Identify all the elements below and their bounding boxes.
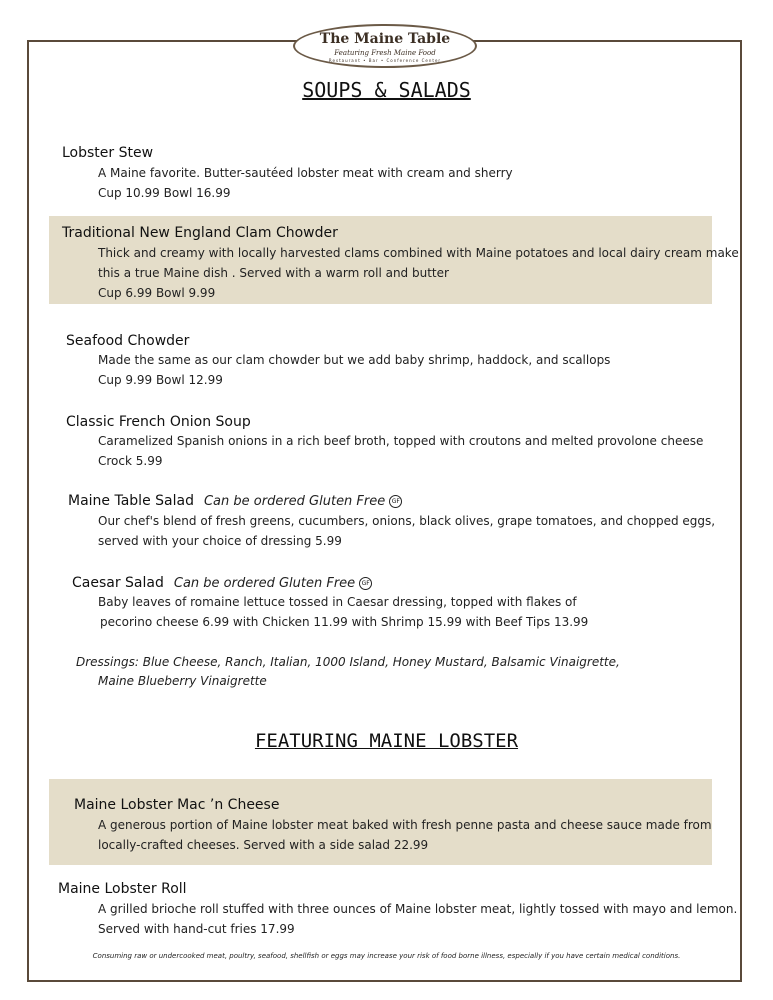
item-name-table-salad [68, 493, 402, 509]
gluten-free-icon: GF [359, 577, 372, 590]
gluten-free-icon: GF [389, 495, 402, 508]
item-desc-clam-chowder-1: Thick and creamy with locally harvested clams combined with Maine potatoes and local dairy cream make [98, 246, 739, 260]
item-desc-clam-chowder-2: this a true Maine dish . Served with a warm roll and butter [98, 266, 449, 280]
dressings-line-2: Maine Blueberry Vinaigrette [98, 674, 267, 688]
item-desc-lobster-stew: A Maine favorite. Butter-sautéed lobster meat with cream and sherry [98, 166, 513, 180]
logo-tags: Restaurant • Bar • Conference Center [328, 58, 442, 63]
health-disclaimer: Consuming raw or undercooked meat, poultry, seafood, shellfish or eggs may increase your risk of food borne illness, especially if you have certain medical conditions. [92, 952, 681, 960]
caesar-salad-label: Caesar Salad [72, 575, 164, 591]
logo-subtitle: Featuring Fresh Maine Food [334, 49, 436, 57]
lobster-heading: FEATURING MAINE LOBSTER [254, 730, 519, 752]
soups-salads-heading: SOUPS & SALADS [302, 78, 471, 102]
item-desc-lobster-roll-2: Served with hand-cut fries 17.99 [98, 922, 295, 936]
item-desc-caesar-salad-2: pecorino cheese 6.99 with Chicken 11.99 with Shrimp 15.99 with Beef Tips 13.99 [100, 615, 589, 629]
item-desc-mac-cheese-1: A generous portion of Maine lobster meat baked with fresh penne pasta and cheese sauce made from [98, 818, 712, 832]
item-price-seafood-chowder: Cup 9.99 Bowl 12.99 [98, 373, 223, 387]
item-name-lobster-roll: Maine Lobster Roll [58, 881, 187, 897]
item-desc-onion-soup: Caramelized Spanish onions in a rich beef broth, topped with croutons and melted provolone cheese [98, 434, 704, 448]
item-price-clam-chowder: Cup 6.99 Bowl 9.99 [98, 286, 216, 300]
item-desc-table-salad-2: served with your choice of dressing 5.99 [98, 534, 342, 548]
item-name-clam-chowder: Traditional New England Clam Chowder [62, 225, 338, 241]
item-price-lobster-stew: Cup 10.99 Bowl 16.99 [98, 186, 231, 200]
item-desc-caesar-salad-1: Baby leaves of romaine lettuce tossed in Caesar dressing, topped with flakes of [98, 595, 577, 609]
table-salad-label: Maine Table Salad [68, 493, 194, 509]
table-salad-gf-note: Can be ordered Gluten Free [203, 494, 386, 509]
item-desc-table-salad-1: Our chef's blend of fresh greens, cucumbers, onions, black olives, grape tomatoes, and chopped eggs, [98, 514, 716, 528]
item-desc-lobster-roll-1: A grilled brioche roll stuffed with three ounces of Maine lobster meat, lightly tossed with mayo and lemon. [98, 902, 738, 916]
dressings-line-1: Dressings: Blue Cheese, Ranch, Italian, 1000 Island, Honey Mustard, Balsamic Vinaigrette, [76, 655, 620, 669]
logo-title: The Maine Table [319, 31, 451, 47]
restaurant-logo [293, 24, 477, 68]
item-name-seafood-chowder: Seafood Chowder [66, 333, 190, 349]
item-desc-seafood-chowder: Made the same as our clam chowder but we add baby shrimp, haddock, and scallops [98, 353, 611, 367]
caesar-salad-gf-note: Can be ordered Gluten Free [173, 576, 356, 591]
item-name-onion-soup: Classic French Onion Soup [66, 414, 251, 430]
item-name-mac-cheese: Maine Lobster Mac ’n Cheese [74, 797, 280, 813]
item-name-lobster-stew: Lobster Stew [62, 145, 154, 161]
item-desc-mac-cheese-2: locally-crafted cheeses. Served with a side salad 22.99 [98, 838, 429, 852]
item-price-onion-soup: Crock 5.99 [98, 454, 163, 468]
item-name-caesar-salad [72, 575, 372, 591]
